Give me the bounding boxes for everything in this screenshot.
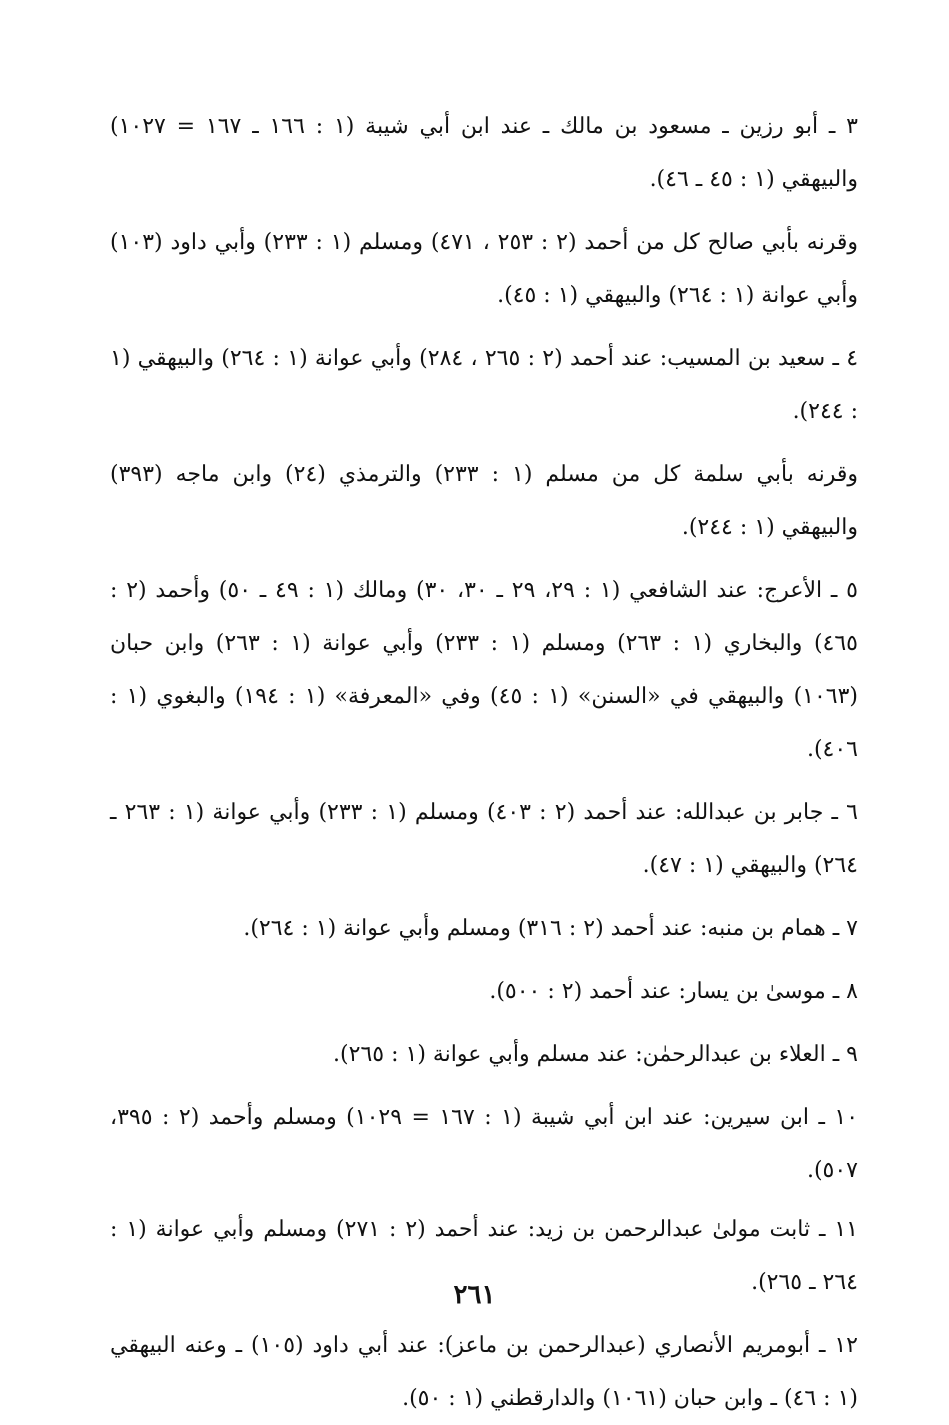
paragraph-10: ١٠ ـ ابن سيرين: عند ابن أبي شيبة (١ : ١٦٧ = ١٠٢٩) ومسلم وأحمد (٢ : ٣٩٥، ٥٠٧). [110, 1105, 859, 1183]
page-number: ٢٦١ [453, 1280, 496, 1310]
paragraph-1: ٣ ـ أبو رزين ـ مسعود بن مالك ـ عند ابن أبي شيبة (١ : ١٦٦ ـ ١٦٧ = ١٠٢٧) والبيهقي (١ : ٤٥ ـ ٤٦). [110, 114, 858, 192]
paragraph-11: ١١ ـ ثابت مولىٰ عبدالرحمن بن زيد: عند أحمد (٢ : ٢٧١) ومسلم وأبي عوانة (١ : ٢٦٤ ـ ٢٦٥). [110, 1217, 858, 1295]
paragraph-5: ٥ ـ الأعرج: عند الشافعي (١ : ٢٩، ٢٩ ـ ٣٠، ٣٠) ومالك (١ : ٤٩ ـ ٥٠) وأحمد (٢ : ٤٦٥) والبخاري (١ : ٢٦٣) ومسلم (١ : ٢٣٣) وأبي عوانة (١ : ٢٦٣) وابن حبان (١٠٦٣) والبيهقي في «السنن» (١ : ٤٥) وفي «المعرفة» (١ : ١٩٤) والبغوي (١ : ٤٠٦). [110, 578, 859, 762]
paragraph-6: ٦ ـ جابر بن عبدالله: عند أحمد (٢ : ٤٠٣) ومسلم (١ : ٢٣٣) وأبي عوانة (١ : ٢٦٣ ـ ٢٦٤) والبيهقي (١ : ٤٧). [110, 800, 858, 878]
paragraph-8: ٨ ـ موسىٰ بن يسار: عند أحمد (٢ : ٥٠٠). [489, 979, 858, 1004]
paragraph-4: وقرنه بأبي سلمة كل من مسلم (١ : ٢٣٣) والترمذي (٢٤) وابن ماجه (٣٩٣) والبيهقي (١ : ٢٤٤). [110, 462, 858, 540]
paragraph-2: وقرنه بأبي صالح كل من أحمد (٢ : ٢٥٣ ، ٤٧١) ومسلم (١ : ٢٣٣) وأبي داود (١٠٣) وأبي عوانة (١ : ٢٦٤) والبيهقي (١ : ٤٥). [110, 230, 858, 308]
page-body [110, 100, 858, 1425]
paragraph-7: ٧ ـ همام بن منبه: عند أحمد (٢ : ٣١٦) ومسلم وأبي عوانة (١ : ٢٦٤). [243, 916, 858, 941]
paragraph-12: ١٢ ـ أبومريم الأنصاري (عبدالرحمن بن ماعز): عند أبي داود (١٠٥) ـ وعنه البيهقي (١ : ٤٦) ـ وابن حبان (١٠٦١) والدارقطني (١ : ٥٠). [110, 1333, 858, 1411]
paragraph-3: ٤ ـ سعيد بن المسيب: عند أحمد (٢ : ٢٦٥ ، ٢٨٤) وأبي عوانة (١ : ٢٦٤) والبيهقي (١ : ٢٤٤). [110, 346, 859, 424]
paragraph-9: ٩ ـ العلاء بن عبدالرحمٰن: عند مسلم وأبي عوانة (١ : ٢٦٥). [333, 1042, 858, 1067]
